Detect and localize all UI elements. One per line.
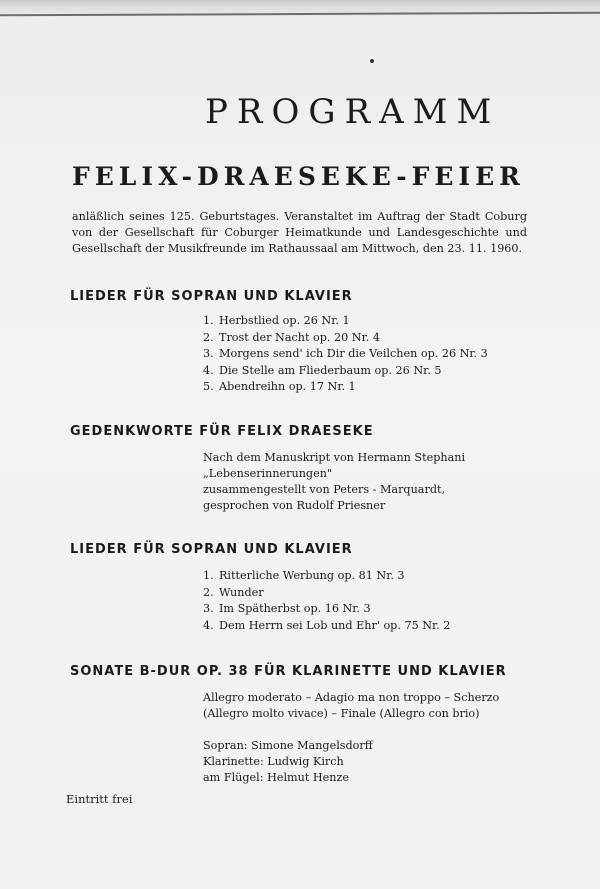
performer-line: Klarinette: Ludwig Kirch xyxy=(203,755,344,768)
text-line: zusammengestellt von Peters - Marquardt, xyxy=(203,483,446,496)
section-heading-sonata: SONATE B-DUR OP. 38 FÜR KLARINETTE UND KLAVIER xyxy=(70,664,507,679)
ink-speck xyxy=(370,59,374,63)
text-line: Allegro moderato – Adagio ma non troppo – Scherzo xyxy=(203,691,500,704)
performers-list xyxy=(203,738,373,786)
section-heading-remembrance: GEDENKWORTE FÜR FELIX DRAESEKE xyxy=(70,424,374,439)
sonata-movements xyxy=(203,690,499,722)
song-list-2 xyxy=(203,568,450,634)
text-line: gesprochen von Rudolf Priesner xyxy=(203,499,386,512)
text-line: Nach dem Manuskript von Hermann Stephani xyxy=(203,451,466,464)
text-line: „Lebenserinnerungen" xyxy=(203,467,333,480)
admission-note: Eintritt frei xyxy=(66,792,133,806)
program-title: PROGRAMM xyxy=(205,92,501,132)
list-item: 1. Herbstlied op. 26 Nr. 1 xyxy=(203,314,350,327)
performer-line: am Flügel: Helmut Henze xyxy=(203,771,349,784)
remembrance-details xyxy=(203,450,465,514)
section-heading-songs-2: LIEDER FÜR SOPRAN UND KLAVIER xyxy=(70,542,353,557)
text-line: (Allegro molto vivace) – Finale (Allegro con brio) xyxy=(203,707,480,720)
performer-line: Sopran: Simone Mangelsdorff xyxy=(203,739,373,752)
list-item: 5. Abendreihn op. 17 Nr. 1 xyxy=(203,380,356,393)
section-heading-songs-1: LIEDER FÜR SOPRAN UND KLAVIER xyxy=(70,289,353,304)
event-title: FELIX-DRAESEKE-FEIER xyxy=(72,162,525,191)
list-item: 3. Morgens send' ich Dir die Veilchen op. 26 Nr. 3 xyxy=(203,347,488,360)
song-list-1 xyxy=(203,313,488,396)
list-item: 2. Trost der Nacht op. 20 Nr. 4 xyxy=(203,330,380,344)
list-item: 1. Ritterliche Werbung op. 81 Nr. 3 xyxy=(203,569,405,582)
list-item: 3. Im Spätherbst op. 16 Nr. 3 xyxy=(203,602,371,615)
list-item: 4. Dem Herrn sei Lob und Ehr' op. 75 Nr. 2 xyxy=(203,618,451,632)
list-item: 4. Die Stelle am Fliederbaum op. 26 Nr. 5 xyxy=(203,363,442,377)
intro-paragraph: anläßlich seines 125. Geburtstages. Veranstaltet im Auftrag der Stadt Coburg von der Gesellschaft für Coburger Heimatkunde und Landesgeschichte und Gesellschaft der Musikfreunde im Rathaussaal am Mittwoch, den 23. 11. 1960. xyxy=(72,210,527,255)
list-item: 2. Wunder xyxy=(203,585,264,599)
